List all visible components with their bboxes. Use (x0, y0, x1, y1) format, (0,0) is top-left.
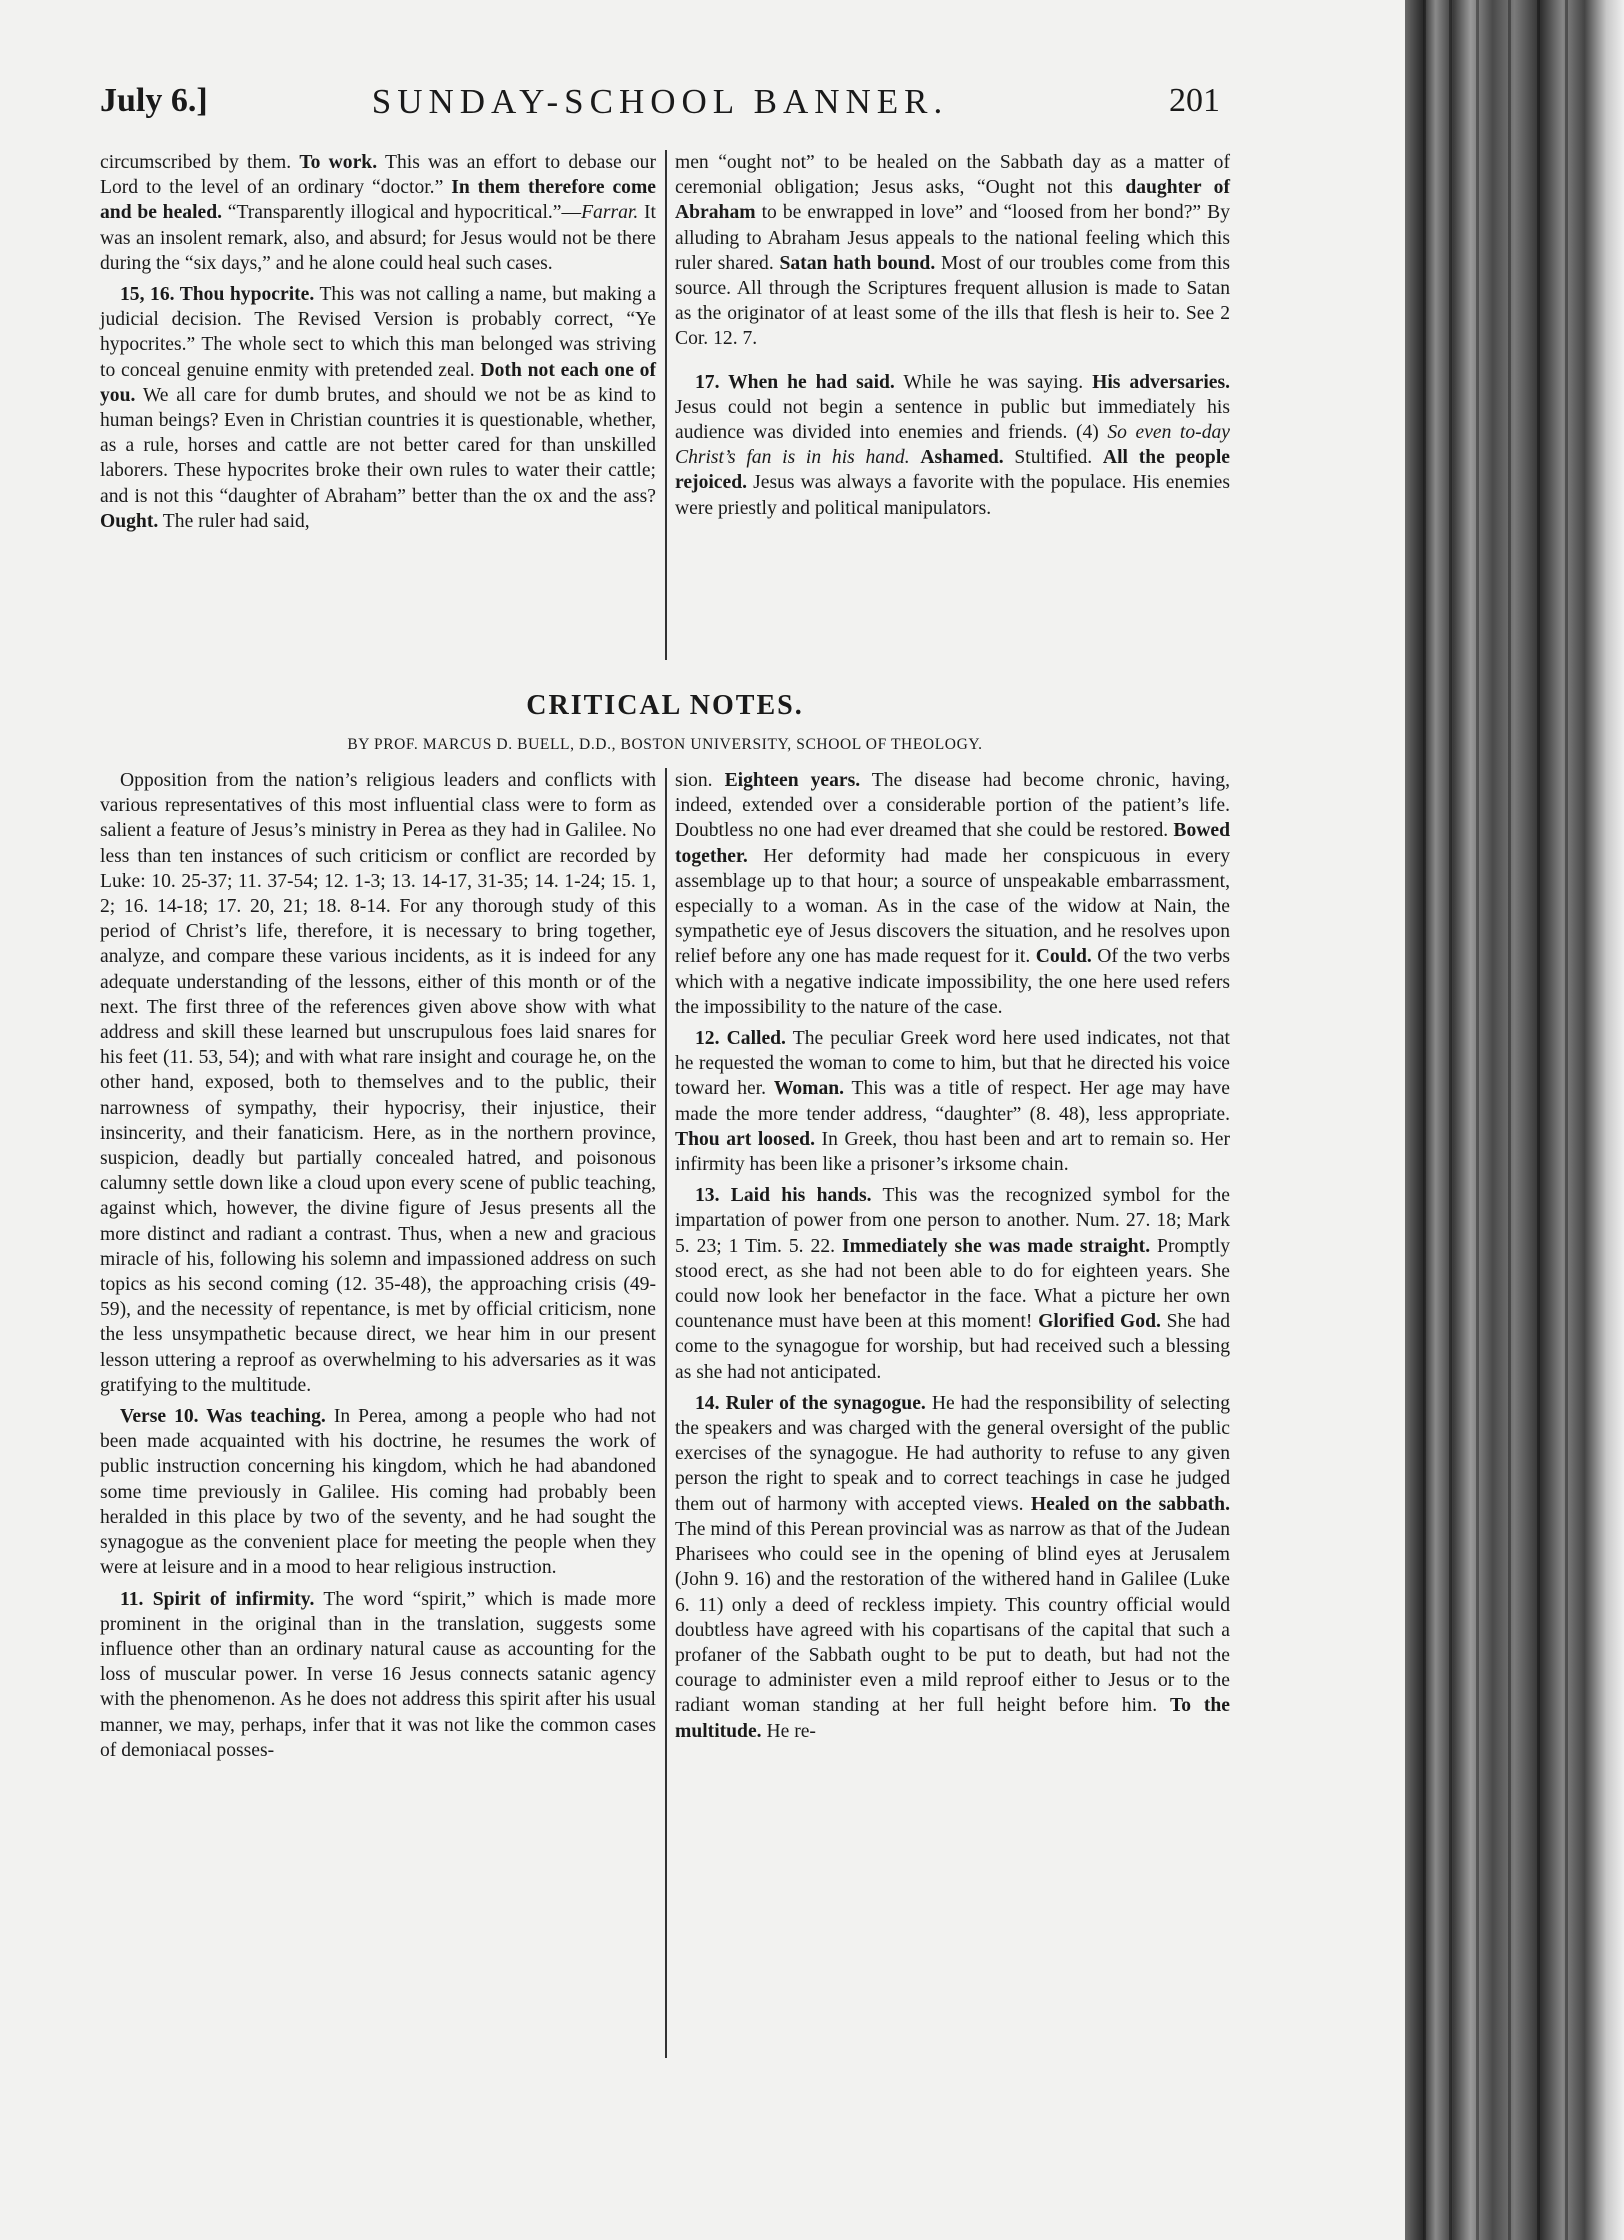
paragraph: circumscribed by them. To work. This was an effort to debase our Lord to the level of an ordinary “doctor.” In them therefore come and be healed. “Transparently illogical and hypocritical.”—Farrar. It was an insolent remark, also, and absurd; for Jesus would not be there during the “six days,” and he alone could heal such cases. (100, 152, 657, 274)
section-title: CRITICAL NOTES. (526, 690, 804, 721)
column-rule-bottom (665, 768, 667, 2058)
masthead: SUNDAY-SCHOOL BANNER. (371, 82, 949, 121)
paragraph: 13. Laid his hands. This was the recognized symbol for the impartation of power from one person to another. Num. 27. 18; Mark 5. 23; 1 Tim. 5. 22. Immediately she was made straight. Promptly stood erect, as she had not been able to do for eighteen years. She could now look her benefactor in the face. What a picture her own countenance must have been at this moment! Glorified God. She had come to the synagogue for worship, but had received such a blessing as she had not anticipated. (675, 1185, 1230, 1383)
byline: BY PROF. MARCUS D. BUELL, D.D., BOSTON UNIVERSITY, SCHOOL OF THEOLOGY. (347, 736, 983, 753)
page-header (100, 82, 1220, 132)
column-bottom-left (100, 768, 656, 1763)
paragraph: 11. Spirit of infirmity. The word “spirit,” which is made more prominent in the original than in the translation, suggests some influence other than an ordinary natural cause as accounting for the loss of muscular power. In verse 16 Jesus connects satanic agency with the phenomenon. As he does not address this spirit after his usual manner, we may, perhaps, infer that it was not like the common cases of demoniacal posses- (100, 1588, 656, 1761)
column-top-right (675, 150, 1230, 521)
page-number: 201 (1169, 82, 1220, 119)
paragraph: Verse 10. Was teaching. In Perea, among a people who had not been made acquainted with his doctrine, he resumes the work of public instruction concerning his kingdom, which he had abandoned some time previously in Galilee. His coming had probably been heralded in this place by two of the seventy, and he had sought the synagogue as the convenient place for meeting the people when they were at leisure and in a mood to hear religious instruction. (100, 1406, 656, 1579)
paragraph: Opposition from the nation’s religious leaders and conflicts with various representatives of this most influential class were to form as salient a feature of Jesus’s ministry in Perea as they had in Galilee. No less than ten instances of such criticism or conflict are recorded by Luke: 10. 25-37; 11. 37-54; 12. 1-3; 13. 14-17, 31-35; 14. 1-24; 15. 1, 2; 16. 14-18; 17. 20, 21; 18. 8-14. For any thorough study of this period of Christ’s life, therefore, it is necessary to bring together, analyze, and compare these various incidents, as it is indeed for any adequate understanding of the lessons, either of this month or of the next. The first three of the references given above show with what address and skill these learned but unscrupulous foes laid snares for his feet (11. 53, 54); and with what rare insight and courage he, on the other hand, exposed, both to themselves and to the public, their narrowness of sympathy, their hypocrisy, their injustice, their insincerity, and their fanaticism. Here, as in the northern province, suspicion, deadly but partially concealed hatred, and poisonous calumny settle down like a cloud upon every scene of public teaching, against which, however, the divine figure of Jesus presents all the more distinct and radiant a contrast. Thus, when a new and gracious miracle of his, following his solemn and impassioned address on such topics as his second coming (12. 35-48), the approaching crisis (49-59), and the necessity of repentance, is met by official criticism, none the less unsympathetic because direct, we hear him in our present lesson uttering a reproof as overwhelming to his adversaries as it was gratifying to the multitude. (100, 770, 656, 1396)
paragraph: 17. When he had said. While he was saying. His adversaries. Jesus could not begin a sentence in public but immediately his audience was divided into enemies and friends. (4) So even to-day Christ’s fan is in his hand. Ashamed. Stultified. All the people rejoiced. Jesus was always a favorite with the populace. His enemies were priestly and political manipulators. (675, 371, 1230, 519)
column-rule-top (665, 150, 667, 660)
column-top-left (100, 150, 656, 534)
paragraph: 12. Called. The peculiar Greek word here used indicates, not that he requested the woman to come to him, but that he directed his voice toward her. Woman. This was a title of respect. Her age may have made the more tender address, “daughter” (8. 48), less appropriate. Thou art loosed. In Greek, thou hast been and art to remain so. Her infirmity has been like a prisoner’s irksome chain. (675, 1028, 1231, 1176)
paragraph: sion. Eighteen years. The disease had become chronic, having, indeed, extended over a considerable portion of the patient’s life. Doubtless no one had ever dreamed that she could be restored. Bowed together. Her deformity had made her conspicuous in every assemblage up to that hour; a source of unspeakable embarrassment, especially to a woman. As in the case of the widow at Nain, the sympathetic eye of Jesus discovers the situation, and he resolves upon relief before any one has made request for it. Could. Of the two verbs which with a negative indicate impossibility, the one here used refers the impossibility to the nature of the case. (675, 770, 1230, 1018)
paragraph: 15, 16. Thou hypocrite. This was not calling a name, but making a judicial decision. The Revised Version is probably correct, “Ye hypocrites.” The whole sect to which this man belonged was striving to conceal genuine enmity with pretended zeal. Doth not each one of you. We all care for dumb brutes, and should we not be as kind to human beings? Even in Christian countries it is questionable, whether, as a rule, horses and cattle are not better cared for than unskilled laborers. These hypocrites broke their own rules to water their cattle; and is not this “daughter of Abraham” better than the ox and the ass? Ought. The ruler had said, (100, 284, 656, 532)
paragraph: 14. Ruler of the synagogue. He had the responsibility of selecting the speakers and was charged with the general oversight of the public exercises of the synagogue. He had authority to refuse to any given person the right to speak and to correct teachings in case he judged them out of harmony with accepted views. Healed on the sabbath. The mind of this Perean provincial was as narrow as that of the Judean Pharisees who could see in the opening of blind eyes at Jerusalem (John 9. 16) and the restoration of the withered hand in Galilee (Luke 6. 11) only a deed of reckless impiety. This country official would doubtless have agreed with his copartisans of the capital that such a profaner of the Sabbath ought to be put to death, but had not the courage to administer even a mild reproof either to Jesus or to the radiant woman standing at her full height before him. To the multitude. He re- (675, 1392, 1230, 1742)
column-bottom-right (675, 768, 1230, 1744)
header-date: July 6.] (100, 82, 208, 119)
book-page-edges (1405, 0, 1624, 2240)
paragraph: men “ought not” to be healed on the Sabbath day as a matter of ceremonial obligation; Jesus asks, “Ought not this daughter of Abraham to be enwrapped in love” and “loosed from her bond?” By alluding to Abraham Jesus appeals to the national feeling which this ruler shared. Satan hath bound. Most of our troubles come from this source. All through the Scriptures frequent allusion is made to Satan as the originator of at least some of the ills that flesh is heir to. See 2 Cor. 12. 7. (675, 152, 1230, 350)
